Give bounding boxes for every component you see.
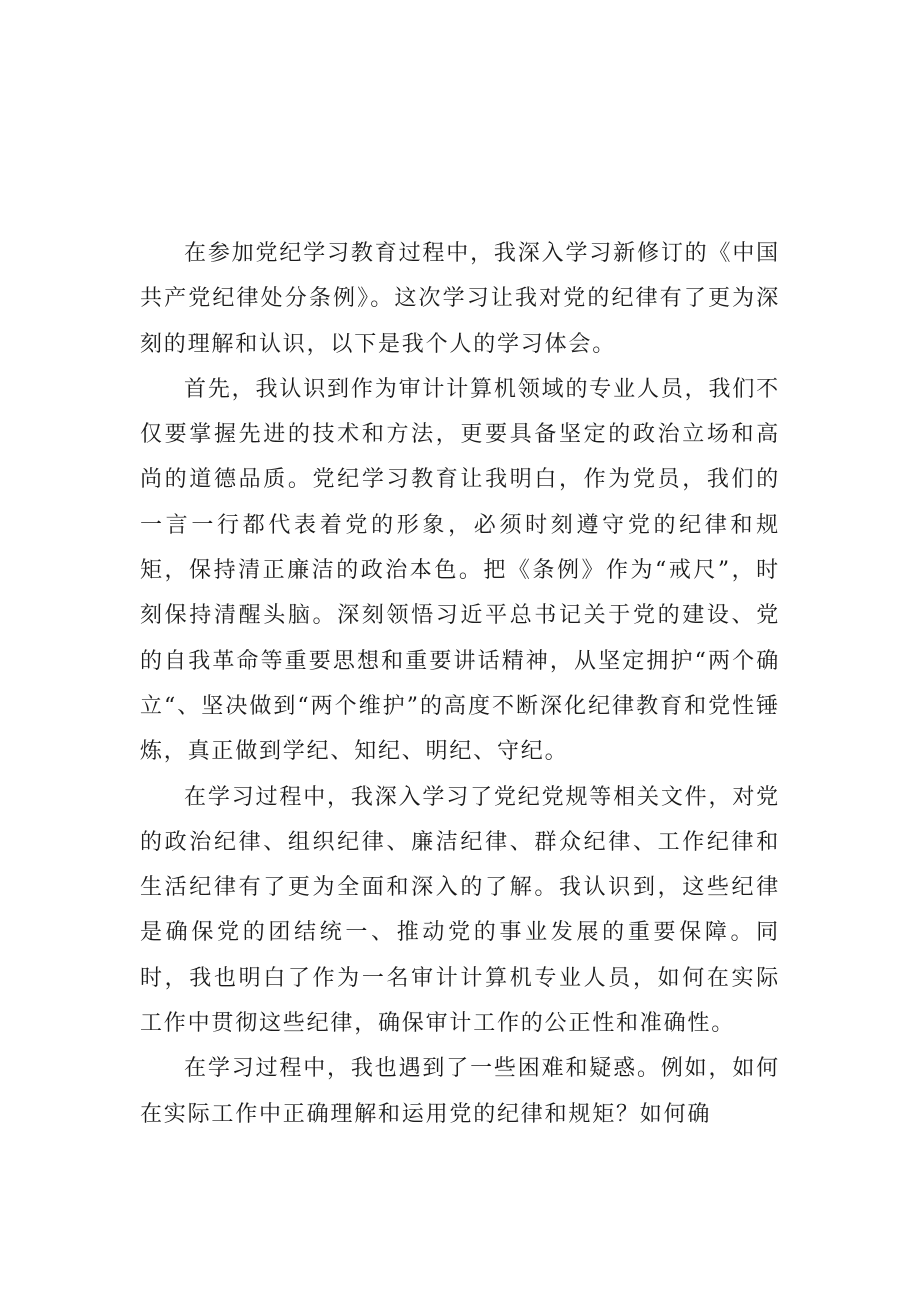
document-body [140, 231, 780, 1137]
paragraph-intro: 在参加党纪学习教育过程中，我深入学习新修订的《中国共产党纪律处分条例》。这次学习让我对党的纪律有了更为深刻的理解和认识，以下是我个人的学习体会。 [140, 241, 780, 357]
paragraph-first: 首先，我认识到作为审计计算机领域的专业人员，我们不仅要掌握先进的技术和方法，更要具备坚定的政治立场和高尚的道德品质。党纪学习教育让我明白，作为党员，我们的一言一行都代表着党的形象，必须时刻遵守党的纪律和规矩，保持清正廉洁的政治本色。把《条例》作为“戒尺”，时刻保持清醒头脑。深刻领悟习近平总书记关于党的建设、党的自我革命等重要思想和重要讲话精神，从坚定拥护“两个确立“、坚决做到“两个维护”的高度不断深化纪律教育和党性锤炼，真正做到学纪、知纪、明纪、守纪。 [140, 376, 780, 765]
paragraph-study: 在学习过程中，我深入学习了党纪党规等相关文件，对党的政治纪律、组织纪律、廉洁纪律、群众纪律、工作纪律和生活纪律有了更为全面和深入的了解。我认识到，这些纪律是确保党的团结统一、推动党的事业发展的重要保障。同时，我也明白了作为一名审计计算机专业人员，如何在实际工作中贯彻这些纪律，确保审计工作的公正性和准确性。 [140, 784, 780, 1037]
paragraph-difficulties: 在学习过程中，我也遇到了一些困难和疑惑。例如，如何在实际工作中正确理解和运用党的纪律和规矩？如何确 [140, 1056, 780, 1127]
